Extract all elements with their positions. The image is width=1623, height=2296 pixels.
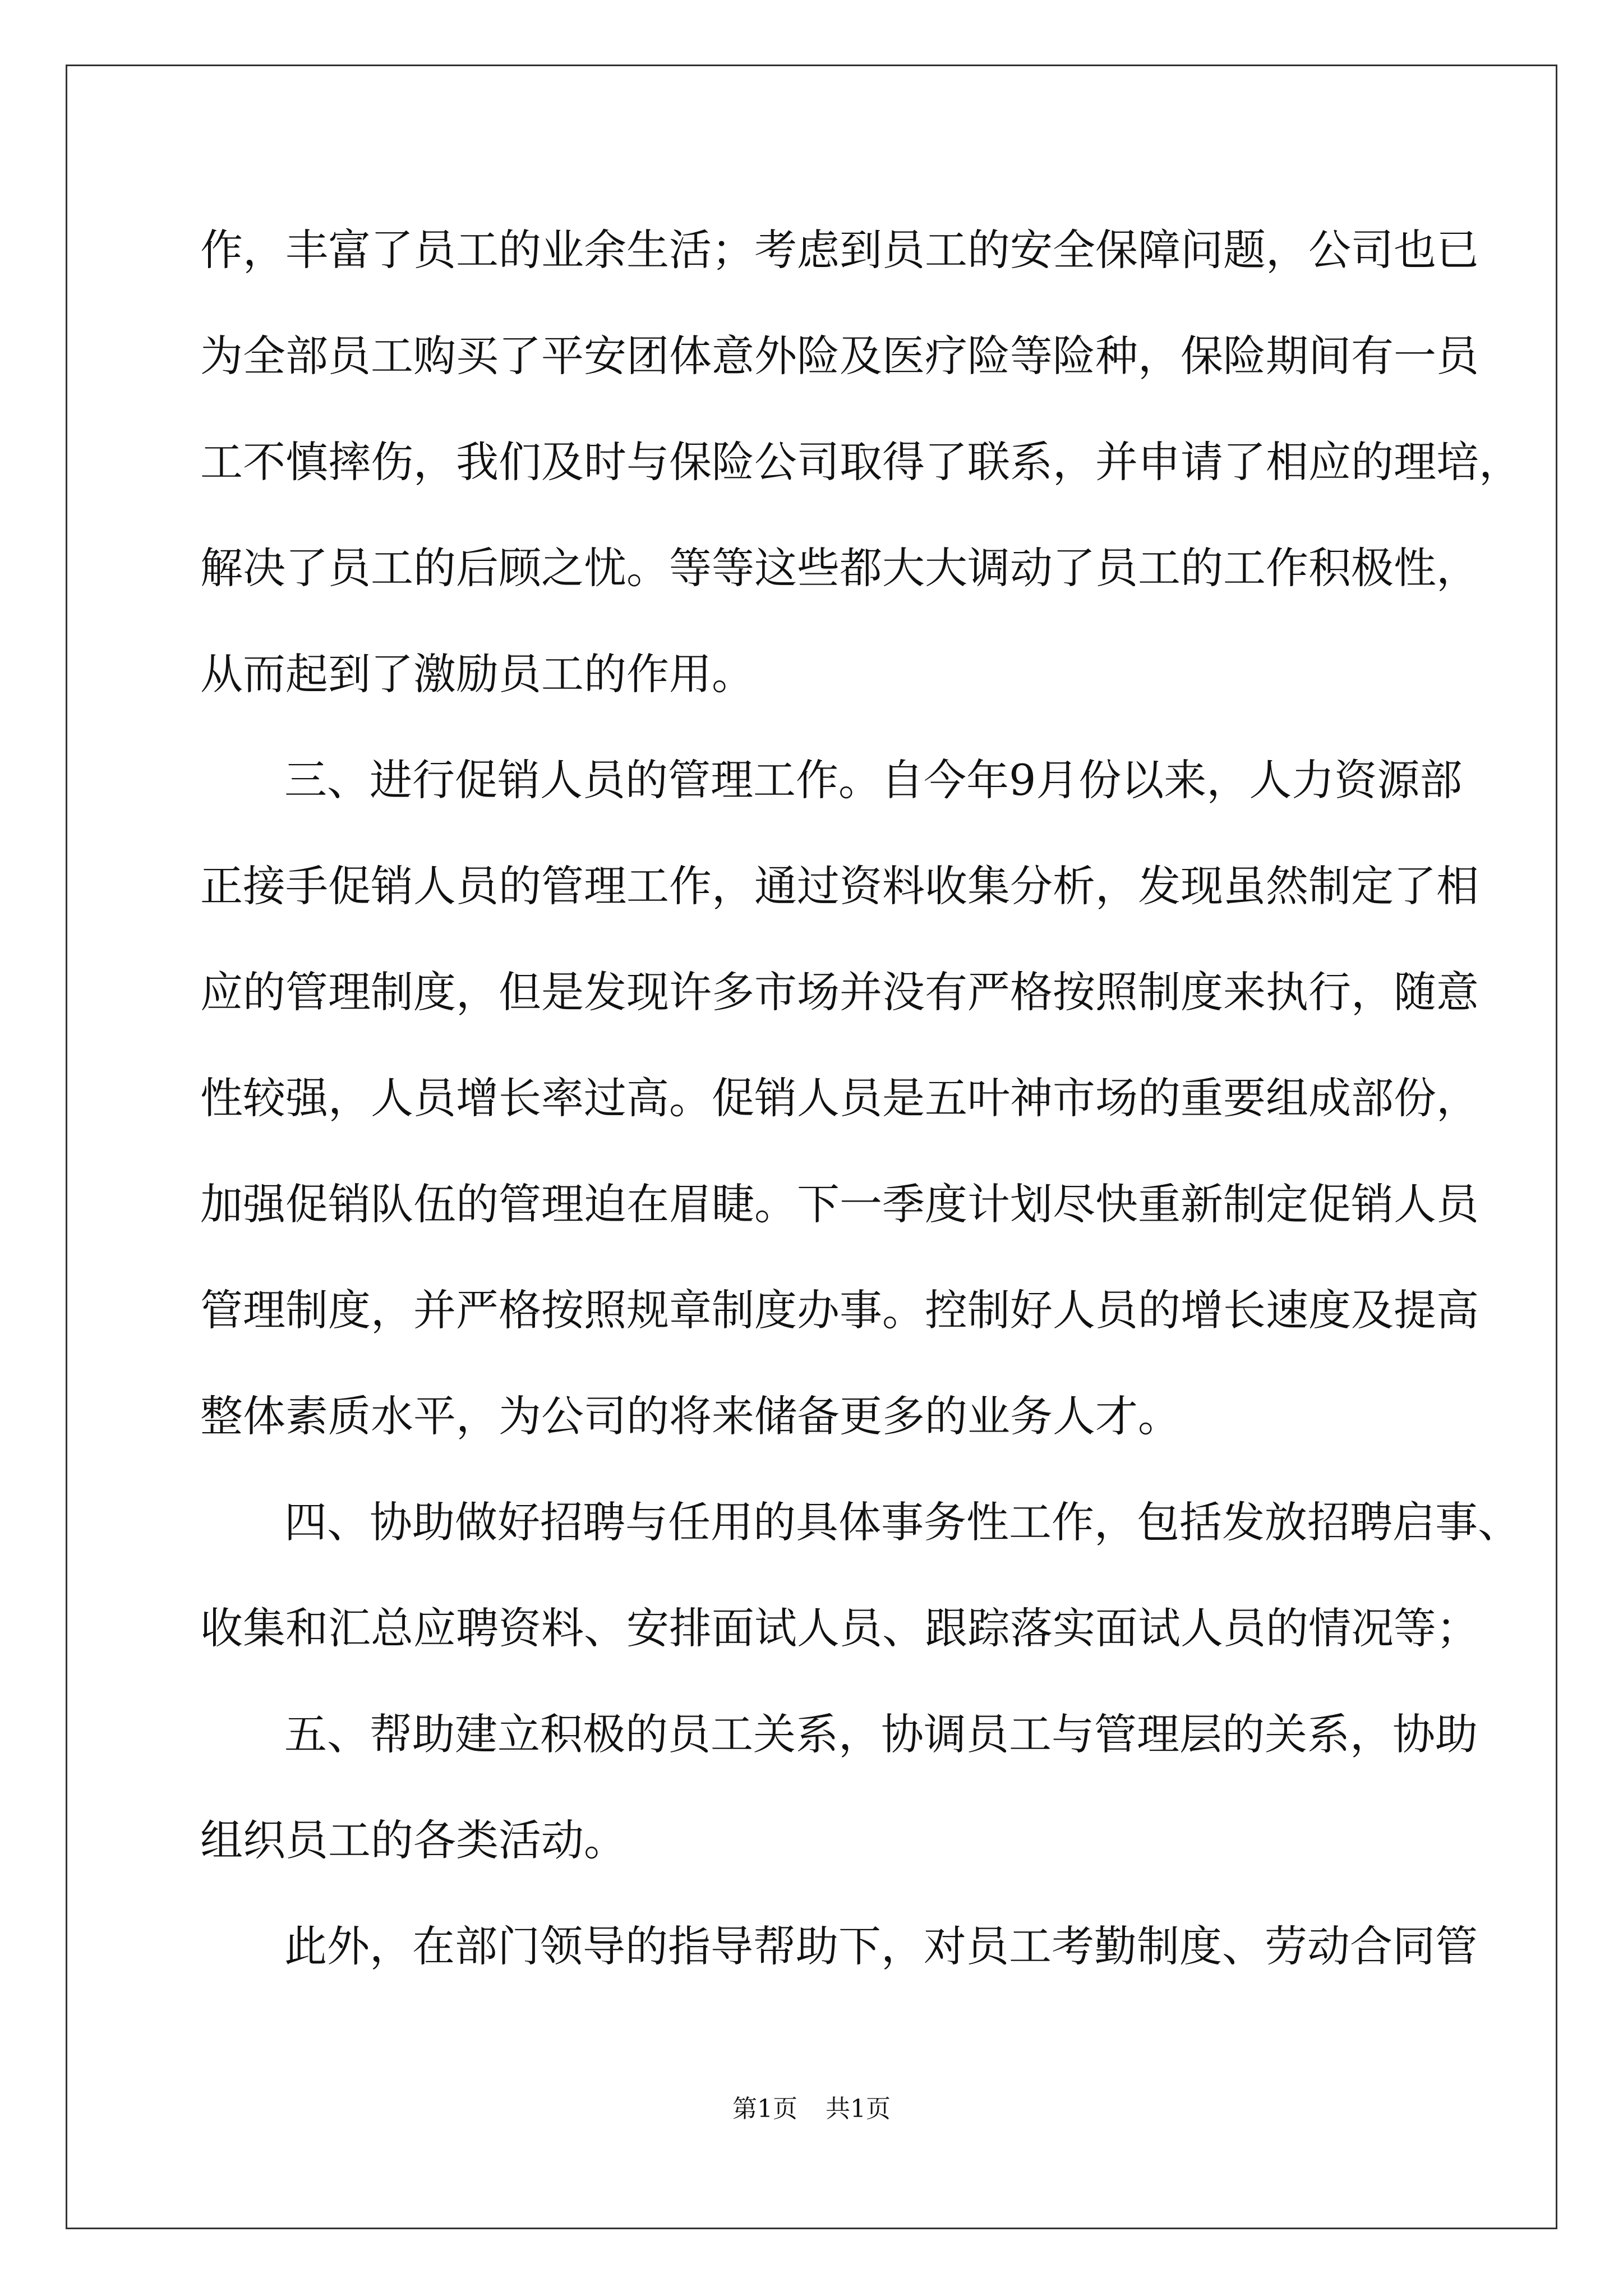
text-line: 收集和汇总应聘资料、安排面试人员、跟踪落实面试人员的情况等； bbox=[200, 1603, 1479, 1653]
text-line: 从而起到了激励员工的作用。 bbox=[200, 649, 754, 699]
page-number: 第1页 bbox=[732, 2095, 797, 2123]
text-line: 管理制度，并严格按照规章制度办事。控制好人员的增长速度及提高 bbox=[200, 1285, 1479, 1335]
text-line: 为全部员工购买了平安团体意外险及医疗险等险种，保险期间有一员 bbox=[200, 331, 1479, 381]
text-line: 五、帮助建立积极的员工关系，协调员工与管理层的关系，协助 bbox=[284, 1709, 1478, 1759]
page-footer bbox=[0, 2092, 1623, 2126]
text-line: 性较强，人员增长率过高。促销人员是五叶神市场的重要组成部份， bbox=[200, 1073, 1479, 1123]
text-line: 应的管理制度，但是发现许多市场并没有严格按照制度来执行，随意 bbox=[200, 967, 1479, 1017]
page-total: 共1页 bbox=[826, 2095, 891, 2123]
text-line: 此外，在部门领导的指导帮助下，对员工考勤制度、劳动合同管 bbox=[284, 1921, 1478, 1971]
text-line: 整体素质水平，为公司的将来储备更多的业务人才。 bbox=[200, 1391, 1181, 1441]
text-line: 正接手促销人员的管理工作，通过资料收集分析，发现虽然制定了相 bbox=[200, 861, 1479, 911]
text-line: 解决了员工的后顾之忧。等等这些都大大调动了员工的工作积极性， bbox=[200, 543, 1479, 593]
text-line: 三、进行促销人员的管理工作。自今年9月份以来，人力资源部 bbox=[284, 755, 1463, 805]
text-line: 组织员工的各类活动。 bbox=[200, 1815, 626, 1865]
text-line: 加强促销队伍的管理迫在眉睫。下一季度计划尽快重新制定促销人员 bbox=[200, 1179, 1479, 1229]
text-line: 四、协助做好招聘与任用的具体事务性工作，包括发放招聘启事、 bbox=[284, 1497, 1520, 1547]
text-line: 工不慎摔伤，我们及时与保险公司取得了联系，并申请了相应的理培， bbox=[200, 437, 1521, 487]
text-line: 作，丰富了员工的业余生活；考虑到员工的安全保障问题，公司也已 bbox=[200, 225, 1479, 275]
document-body bbox=[200, 219, 1521, 2021]
